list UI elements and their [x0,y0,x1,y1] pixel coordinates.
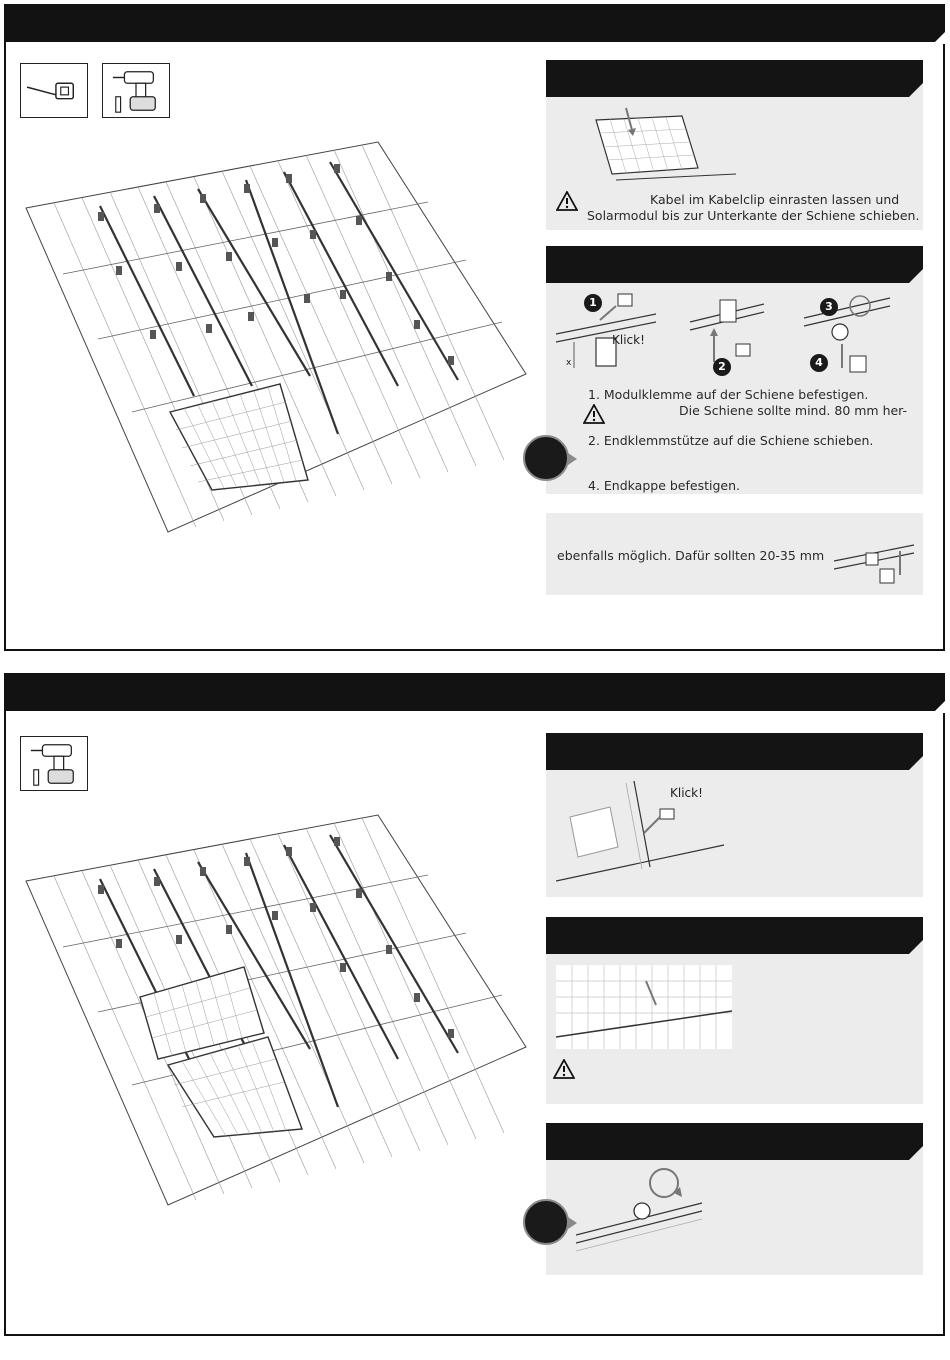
clamp-mount-illustration [556,286,661,376]
panel-1a-header [546,60,923,97]
warning-text-line1: Kabel im Kabelclip einrasten lassen und [650,192,900,207]
step-1-text: 1. Modulklemme auf der Schiene befestigen. [588,387,869,402]
module-join-illustration [556,961,736,1053]
step-badge-4: 4 [810,354,828,372]
section-1-header-bar [6,6,943,42]
end-clamp-support-illustration [686,286,766,366]
cordless-drill-icon [21,737,87,790]
step-badge-2: 2 [713,358,731,376]
alternative-mount-text: ebenfalls möglich. Dafür sollten 20-35 mm [557,548,825,563]
step-2-text: 2. Endklemmstütze auf die Schiene schieben. [588,433,874,448]
section-2-header-bar [6,675,943,711]
instruction-panel-1b [546,246,923,494]
instruction-panel-1c [546,513,923,595]
roof-rail-diagram-2 [18,807,528,1207]
instruction-panel-1a [546,60,923,230]
panel-2a-header [546,733,923,770]
warning-icon [553,1059,575,1079]
klick-label: Klick! [612,333,645,347]
tool-box-tape-measure [20,63,88,118]
cordless-drill-icon [103,64,169,117]
klick-label: Klick! [670,786,703,800]
clamp-tighten-illustration [576,1163,706,1257]
tool-box-drill [20,736,88,791]
instruction-panel-2b [546,917,923,1104]
step-4-text: 4. Endkappe befestigen. [588,478,740,493]
panel-1b-header [546,246,923,283]
module-slide-illustration [586,98,766,190]
instruction-panel-2a [546,733,923,897]
installation-section-1 [4,4,945,651]
panel-2c-header [546,1123,923,1160]
panel-2b-header [546,917,923,954]
warning-icon [583,404,605,424]
step-badge-1: 1 [584,294,602,312]
instruction-panel-2c [546,1123,923,1275]
step-pointer-circle [523,435,569,481]
step-badge-3: 3 [820,298,838,316]
step-pointer-circle [523,1199,569,1245]
x-dimension-label: x [566,358,572,368]
warning-icon [556,191,578,211]
warning-text-line2: Solarmodul bis zur Unterkante der Schiene schieben. [587,208,920,223]
roof-rail-diagram-1 [18,134,528,534]
tape-measure-icon [21,64,87,117]
installation-section-2 [4,673,945,1336]
warning-text: Die Schiene sollte mind. 80 mm her- [679,403,908,418]
alternative-mount-illustration [830,517,916,593]
tool-box-drill [102,63,170,118]
